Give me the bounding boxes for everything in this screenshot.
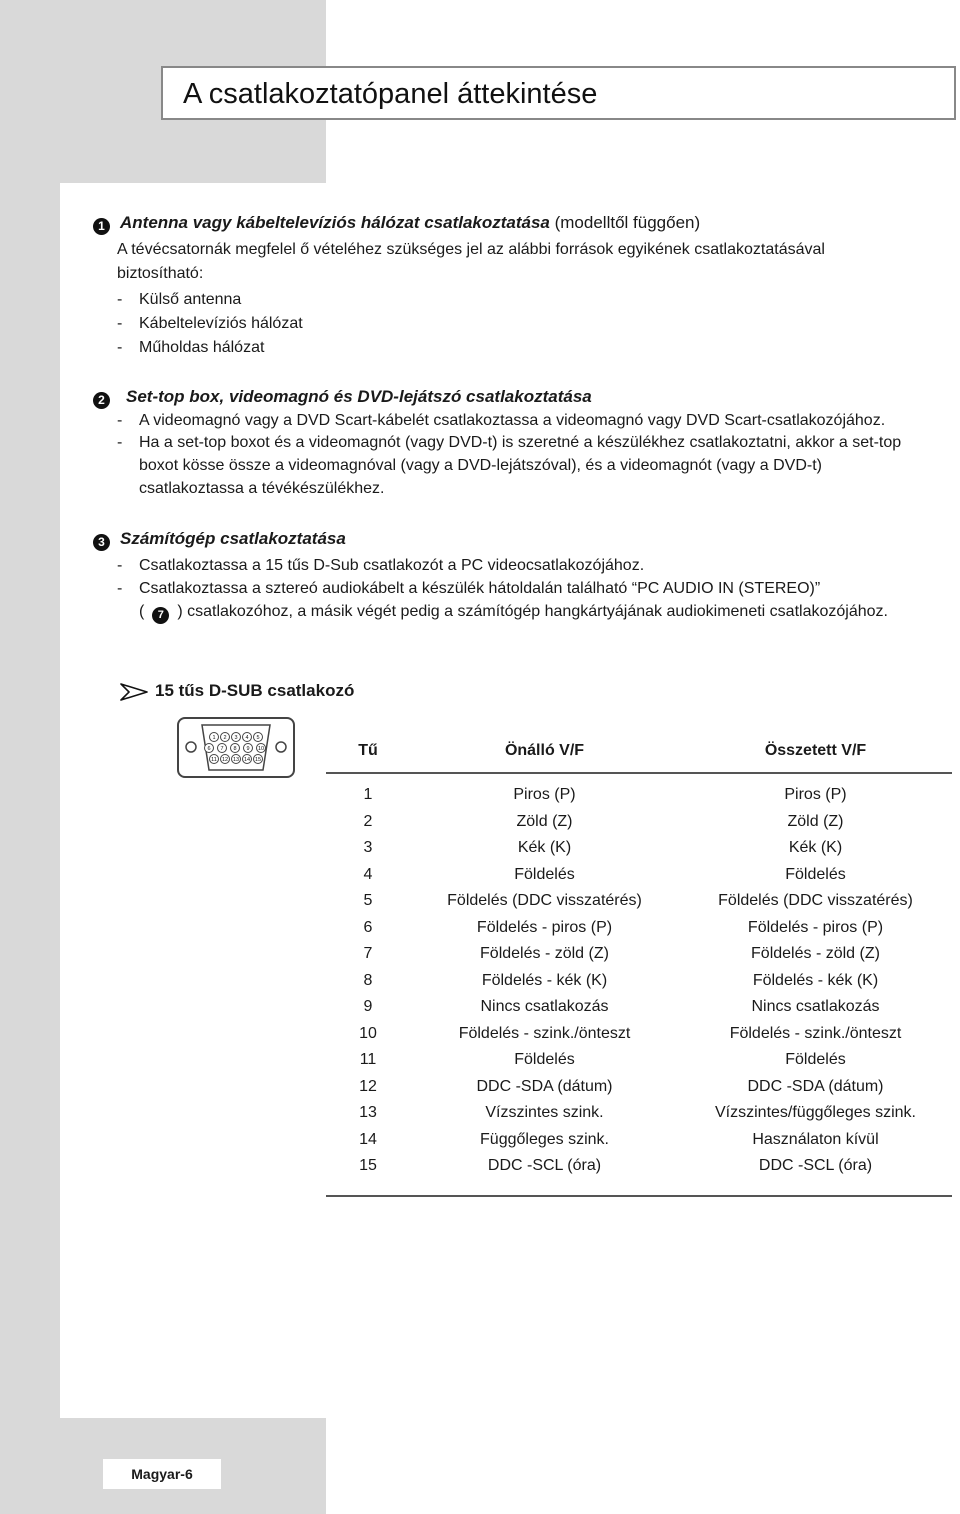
table-header-row bbox=[326, 736, 952, 774]
connector-pin-label: 6 bbox=[207, 746, 211, 752]
table-cell-composite: DDC -SDA (dátum) bbox=[747, 1077, 884, 1095]
table-row bbox=[326, 839, 952, 865]
connector-pin-label: 12 bbox=[221, 757, 229, 763]
section-number-badge: 3 bbox=[93, 534, 110, 551]
section-note: (modelltől függően) bbox=[549, 213, 701, 232]
table-cell-pin: 9 bbox=[363, 998, 373, 1015]
table-cell-pin: 4 bbox=[363, 865, 373, 883]
table-row bbox=[326, 866, 952, 892]
list-dash: - bbox=[117, 557, 123, 574]
list-dash: - bbox=[117, 339, 123, 356]
arrow-pointer-icon bbox=[120, 683, 148, 701]
table-cell-pin: 11 bbox=[359, 1051, 377, 1068]
table-cell-separate: Kék (K) bbox=[517, 839, 572, 856]
table-cell-composite: DDC -SCL (óra) bbox=[758, 1157, 873, 1174]
table-cell-separate: Földelés - szink./önteszt bbox=[458, 1024, 631, 1042]
table-cell-composite: Földelés bbox=[785, 865, 846, 883]
list-item: Ha a set-top boxot és a videomagnót (vagy DVD-t) is szeretné a készülékhez csatlakoztatni, akkor a set-top bbox=[139, 434, 902, 451]
section-title: Antenna vagy kábeltelevíziós hálózat csatlakoztatása (modelltől függően) bbox=[120, 213, 701, 232]
table-header-composite: Összetett V/F bbox=[764, 742, 867, 759]
table-row bbox=[326, 892, 952, 918]
list-item: Kábeltelevíziós hálózat bbox=[139, 315, 303, 332]
table-cell-pin: 7 bbox=[363, 945, 373, 962]
list-item: Csatlakoztassa a 15 tűs D-Sub csatlakozót a PC videocsatlakozójához. bbox=[139, 557, 645, 574]
table-cell-separate: Függőleges szink. bbox=[480, 1130, 609, 1148]
table-cell-composite: Zöld (Z) bbox=[787, 812, 844, 830]
table-cell-separate: Zöld (Z) bbox=[516, 812, 573, 830]
list-dash: - bbox=[117, 580, 123, 597]
table-cell-separate: Piros (P) bbox=[513, 786, 576, 803]
connector-pin-label: 15 bbox=[254, 757, 262, 763]
list-dash: - bbox=[117, 412, 123, 429]
connector-pin-label: 9 bbox=[246, 746, 250, 752]
table-cell-separate: DDC -SDA (dátum) bbox=[476, 1077, 613, 1095]
connector-pin-label: 11 bbox=[211, 757, 217, 763]
table-row bbox=[326, 813, 952, 839]
connector-pin-label: 8 bbox=[233, 746, 237, 752]
table-cell-composite: Kék (K) bbox=[788, 839, 843, 856]
table-cell-separate: Vízszintes szink. bbox=[485, 1104, 604, 1121]
table-cell-pin: 1 bbox=[363, 786, 373, 803]
connector-pin-label: 5 bbox=[256, 735, 260, 741]
list-dash: - bbox=[117, 315, 123, 332]
dsub-heading: 15 tűs D-SUB csatlakozó bbox=[155, 681, 355, 700]
table-row bbox=[326, 1078, 952, 1104]
connector-pin-label: 7 bbox=[220, 746, 224, 752]
table-row bbox=[326, 972, 952, 998]
list-item: Műholdas hálózat bbox=[139, 339, 265, 356]
paragraph-line: biztosítható: bbox=[117, 265, 204, 282]
section-title: Set-top box, videomagnó és DVD-lejátszó csatlakoztatása bbox=[126, 387, 592, 406]
table-cell-pin: 8 bbox=[363, 971, 373, 989]
table-cell-pin: 12 bbox=[359, 1077, 377, 1095]
table-row bbox=[326, 1157, 952, 1183]
table-cell-separate: DDC -SCL (óra) bbox=[487, 1157, 602, 1174]
table-cell-separate: Földelés - zöld (Z) bbox=[480, 945, 609, 962]
connector-pin-label: 1 bbox=[212, 735, 216, 741]
list-item: Külső antenna bbox=[139, 291, 242, 308]
header-box bbox=[161, 66, 956, 120]
table-row bbox=[326, 1104, 952, 1130]
table-cell-pin: 14 bbox=[359, 1130, 377, 1148]
list-item-continuation: ( 7 ) csatlakozóhoz, a másik végét pedig a számítógép hangkártyájának audiokimeneti csatlakozójához. bbox=[139, 600, 888, 624]
table-cell-composite: Földelés (DDC visszatérés) bbox=[718, 892, 913, 909]
table-header-separate: Önálló V/F bbox=[504, 742, 585, 759]
list-dash: - bbox=[117, 434, 123, 451]
table-cell-composite: Nincs csatlakozás bbox=[751, 998, 880, 1015]
page-number-label: Magyar-6 bbox=[103, 1459, 221, 1489]
table-cell-pin: 10 bbox=[359, 1024, 377, 1042]
table-cell-composite: Földelés - kék (K) bbox=[752, 971, 879, 989]
table-cell-separate: Nincs csatlakozás bbox=[480, 998, 609, 1015]
table-row bbox=[326, 945, 952, 971]
table-cell-pin: 5 bbox=[363, 892, 373, 909]
section-number-badge: 1 bbox=[93, 218, 110, 235]
table-row bbox=[326, 919, 952, 945]
table-cell-pin: 3 bbox=[363, 839, 373, 856]
connector-pin-label: 3 bbox=[234, 735, 238, 741]
table-header-pin: Tű bbox=[358, 742, 378, 759]
table-cell-separate: Földelés - piros (P) bbox=[476, 918, 613, 936]
table-cell-pin: 13 bbox=[359, 1104, 377, 1121]
table-cell-pin: 2 bbox=[363, 812, 373, 830]
table-cell-composite: Földelés - zöld (Z) bbox=[751, 945, 880, 962]
table-cell-pin: 15 bbox=[359, 1157, 377, 1174]
connector-pin-label: 2 bbox=[223, 735, 227, 741]
paragraph-line: A tévécsatornák megfelel ő vételéhez szükséges jel az alábbi források egyikének csatlakoztatásával bbox=[117, 241, 825, 258]
table-cell-pin: 6 bbox=[363, 918, 373, 936]
table-cell-composite: Használaton kívül bbox=[752, 1130, 879, 1148]
section-title: Számítógép csatlakoztatása bbox=[120, 529, 346, 548]
table-cell-separate: Földelés bbox=[514, 865, 575, 883]
connector-pin-label: 10 bbox=[257, 746, 265, 752]
table-cell-separate: Földelés bbox=[514, 1051, 575, 1068]
list-item: A videomagnó vagy a DVD Scart-kábelét csatlakoztassa a videomagnó vagy DVD Scart-csatlakozójához. bbox=[139, 412, 886, 429]
table-cell-separate: Földelés - kék (K) bbox=[481, 971, 608, 989]
list-item-continuation: boxot kösse össze a videomagnóval (vagy a DVD-lejátszóval), és a videomagnót (vagy a DVD-t) bbox=[139, 457, 822, 474]
table-row bbox=[326, 998, 952, 1024]
table-bottom-rule bbox=[326, 1195, 952, 1197]
list-dash: - bbox=[117, 291, 123, 308]
connector-pin-label: 13 bbox=[232, 757, 240, 763]
connector-pin-label: 4 bbox=[245, 735, 249, 741]
table-cell-composite: Földelés - piros (P) bbox=[747, 918, 884, 936]
page-title: A csatlakoztatópanel áttekintése bbox=[183, 78, 598, 110]
section-number-badge: 2 bbox=[93, 392, 110, 409]
list-item: Csatlakoztassa a sztereó audiokábelt a készülék hátoldalán található “PC AUDIO IN (STEREO)” bbox=[139, 580, 821, 597]
pc-audio-number-badge: 7 bbox=[152, 607, 169, 624]
table-cell-composite: Piros (P) bbox=[784, 786, 847, 803]
table-row bbox=[326, 786, 952, 812]
table-cell-separate: Földelés (DDC visszatérés) bbox=[447, 892, 642, 909]
connector-pin-label: 14 bbox=[243, 757, 251, 763]
list-item-continuation: csatlakoztassa a tévékészülékhez. bbox=[139, 480, 385, 497]
table-cell-composite: Vízszintes/függőleges szink. bbox=[715, 1104, 916, 1121]
table-row bbox=[326, 1025, 952, 1051]
dsub-connector-icon bbox=[177, 717, 295, 778]
table-cell-composite: Földelés bbox=[785, 1051, 846, 1068]
table-row bbox=[326, 1051, 952, 1077]
table-row bbox=[326, 1131, 952, 1157]
table-cell-composite: Földelés - szink./önteszt bbox=[729, 1024, 902, 1042]
